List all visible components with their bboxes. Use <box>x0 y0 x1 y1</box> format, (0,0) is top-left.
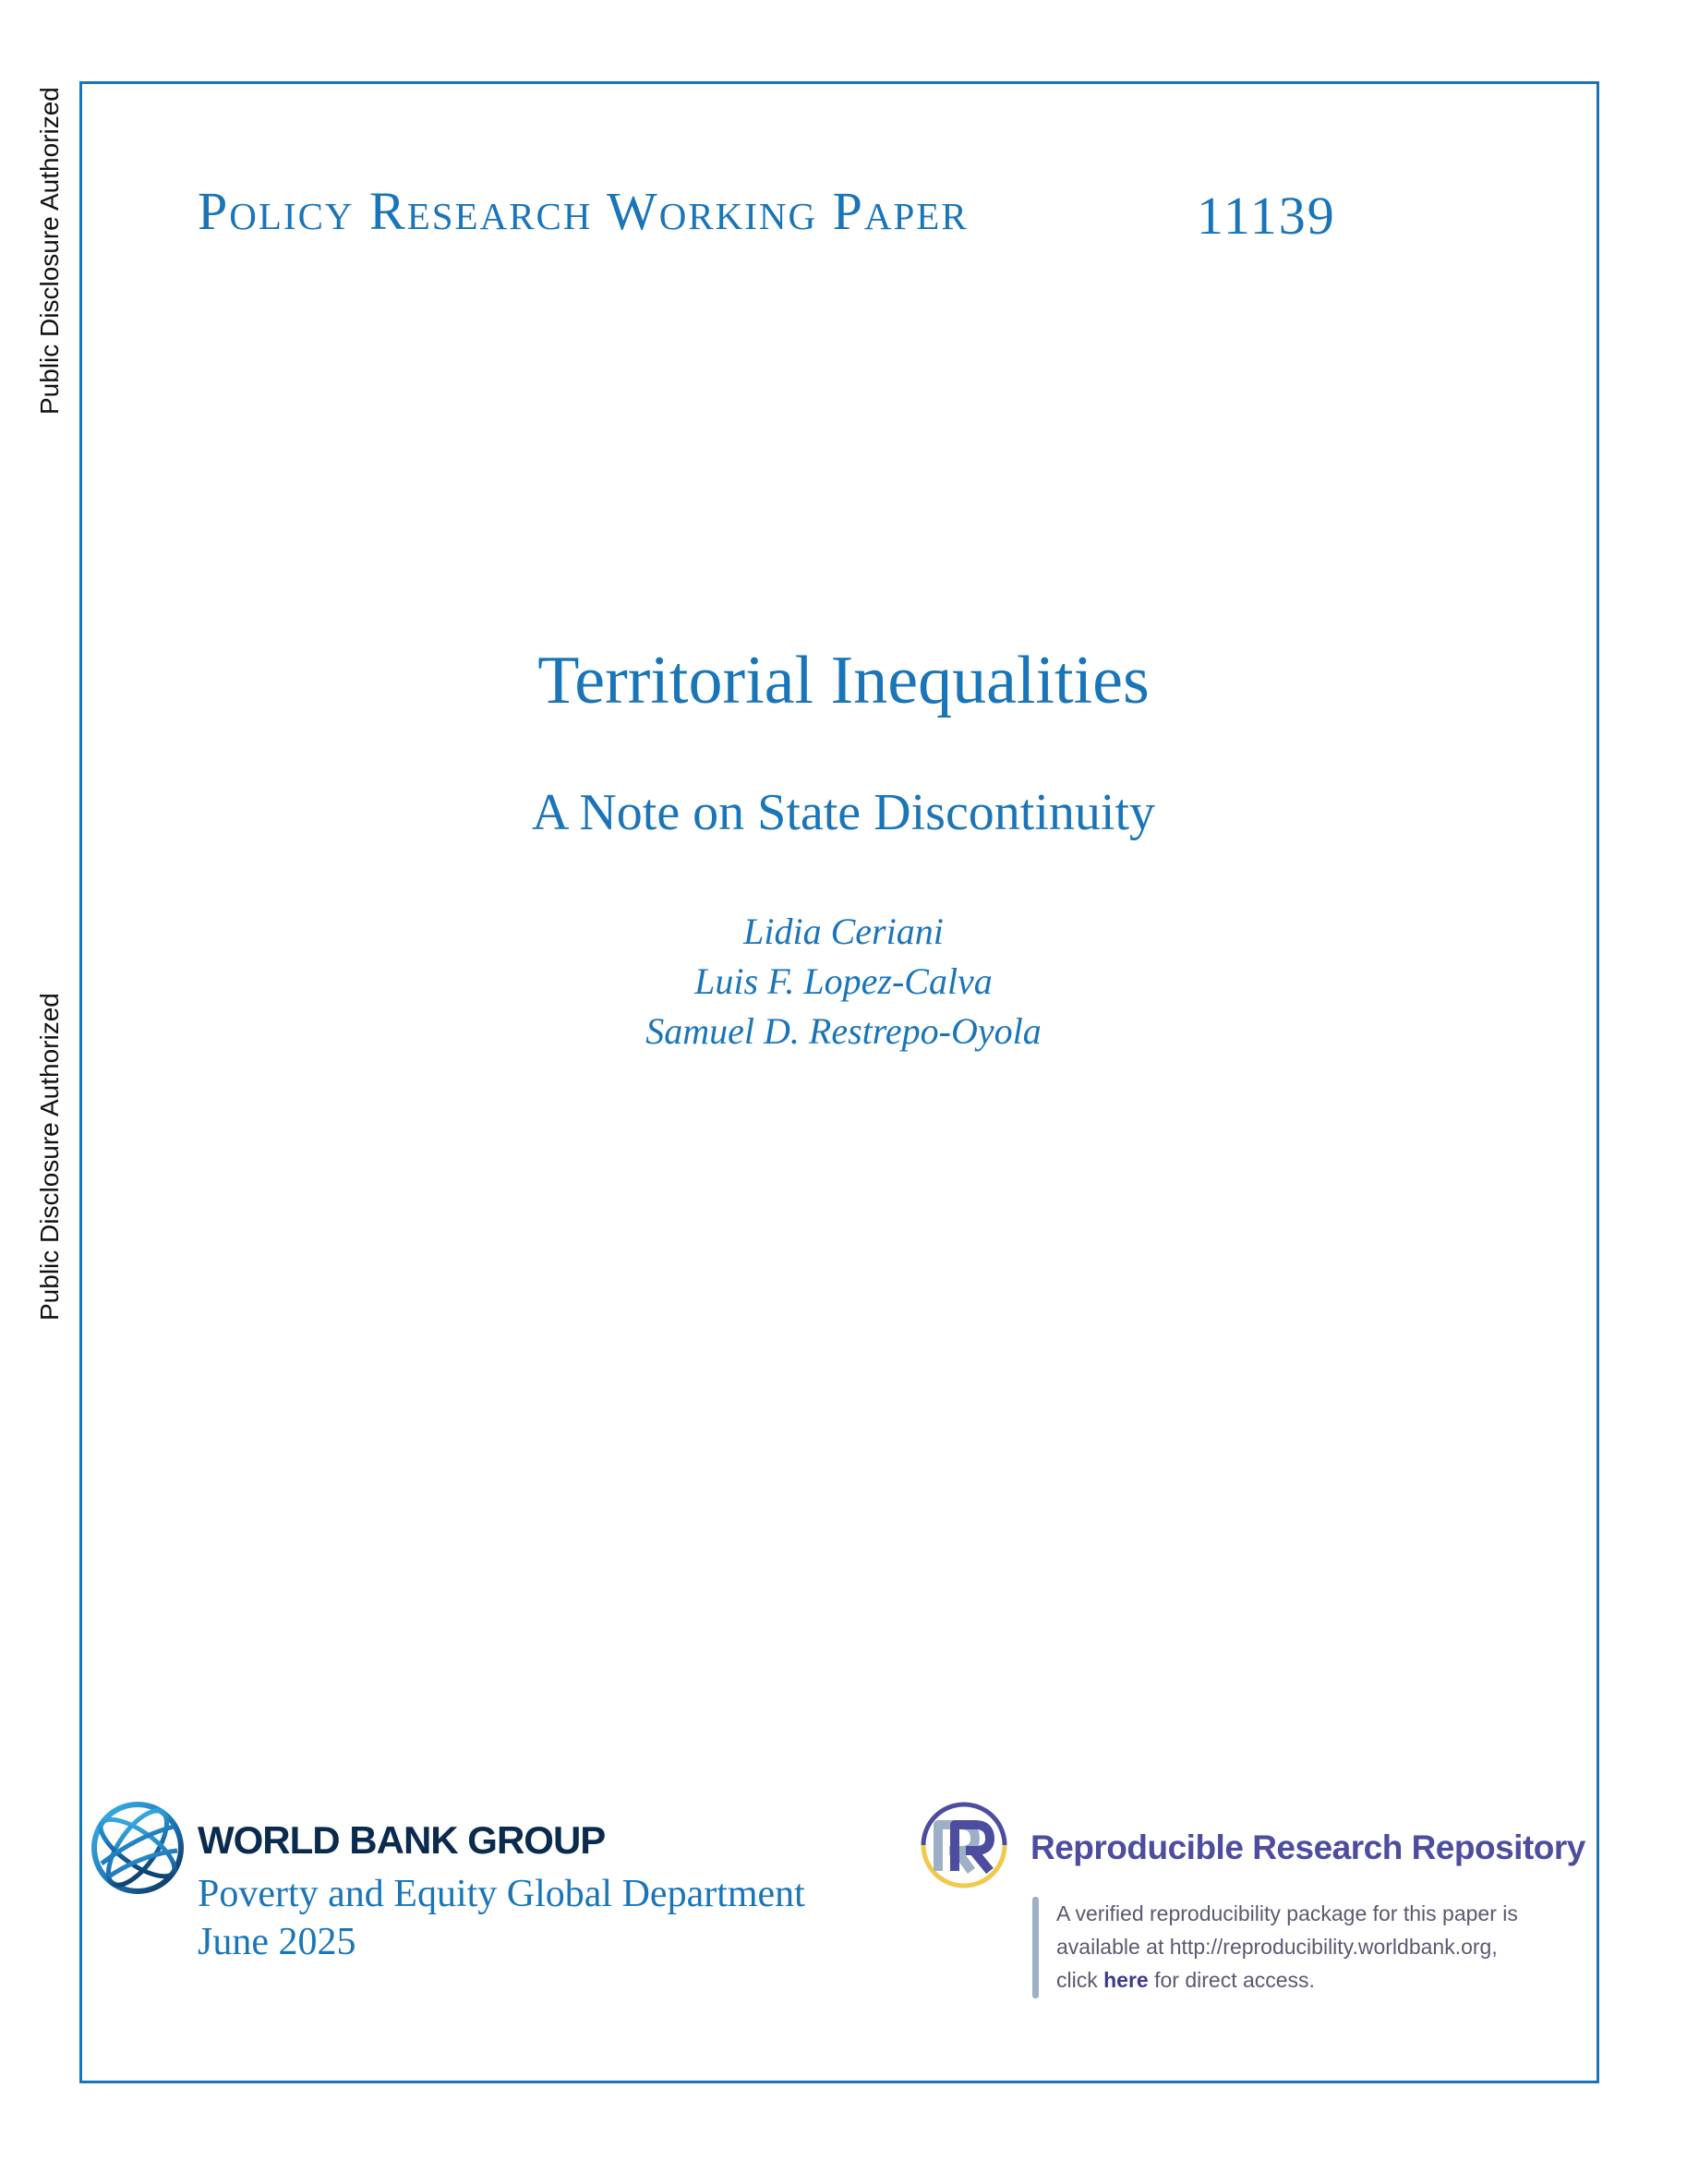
note-divider <box>1032 1897 1039 1998</box>
here-link[interactable]: here <box>1103 1968 1149 1992</box>
repository-name: Reproducible Research Repository <box>1030 1828 1585 1866</box>
note-line: available at http://reproducibility.worldbank.org, <box>1056 1935 1498 1959</box>
disclosure-label-top: Public Disclosure Authorized <box>35 87 64 415</box>
publisher-name: WORLD BANK GROUP <box>198 1818 606 1862</box>
note-line: A verified reproducibility package for this paper is <box>1056 1901 1518 1925</box>
cover-frame <box>79 81 1599 2083</box>
department-name: Poverty and Equity Global Department <box>198 1873 805 1915</box>
author-name: Samuel D. Restrepo-Oyola <box>645 1010 1042 1052</box>
paper-subtitle: A Note on State Discontinuity <box>531 784 1156 841</box>
rr-repository-icon[interactable] <box>914 1795 1014 1895</box>
note-suffix: for direct access. <box>1148 1968 1315 1992</box>
author-list <box>0 907 1687 1056</box>
author-name: Luis F. Lopez-Calva <box>694 960 993 1002</box>
paper-number: 11139 <box>1197 186 1336 246</box>
series-title: Policy Research Working Paper <box>198 181 969 241</box>
paper-title: Territorial Inequalities <box>537 643 1150 718</box>
reproducibility-note <box>1056 1897 1592 1997</box>
note-line <box>1056 1963 1592 1997</box>
author-name: Lidia Ceriani <box>743 911 944 952</box>
disclosure-label-middle: Public Disclosure Authorized <box>35 993 64 1321</box>
note-prefix: click <box>1056 1968 1104 1992</box>
publication-date: June 2025 <box>198 1921 356 1963</box>
world-bank-globe-icon <box>89 1799 187 1897</box>
